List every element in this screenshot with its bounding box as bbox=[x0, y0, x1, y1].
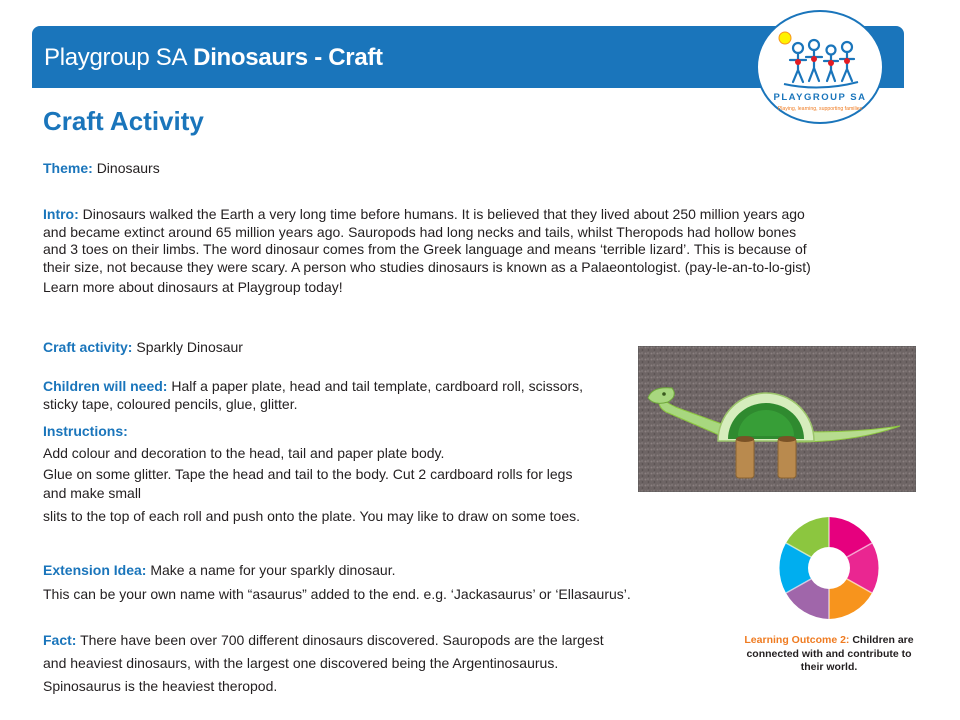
intro-line-2: and became extinct around 65 million years ago. Sauropods had long necks and tails, whilst Theropods had hollow bones bbox=[43, 223, 797, 240]
svg-text:Playing, learning, supporting: Playing, learning, supporting families bbox=[777, 106, 863, 112]
instruction-line-1: Add colour and decoration to the head, tail and paper plate body. bbox=[43, 444, 445, 461]
extension-label: Extension Idea: bbox=[43, 562, 147, 578]
fact-block bbox=[43, 629, 604, 698]
fact-line-1: There have been over 700 different dinosaurs discovered. Sauropods are the largest bbox=[80, 632, 604, 648]
learning-outcome-prefix: Learning Outcome 2: bbox=[744, 634, 850, 646]
fact-line-3: Spinosaurus is the heaviest theropod. bbox=[43, 678, 278, 694]
header-topic: Dinosaurs - Craft bbox=[193, 44, 383, 71]
theme-text: Dinosaurs bbox=[96, 160, 160, 176]
children-need-label: Children will need: bbox=[43, 378, 168, 394]
craft-activity-text: Sparkly Dinosaur bbox=[136, 339, 243, 355]
children-need-line-2: sticky tape, coloured pencils, glue, glitter. bbox=[43, 396, 298, 412]
instruction-line-4: slits to the top of each roll and push onto the plate. You may like to draw on some toes. bbox=[43, 508, 580, 524]
extension-block bbox=[43, 558, 631, 606]
header-brand: Playgroup SA bbox=[44, 44, 188, 71]
learning-outcomes-wheel bbox=[776, 515, 882, 621]
fact-label: Fact: bbox=[43, 632, 77, 648]
theme-label: Theme: bbox=[43, 160, 93, 176]
craft-activity-line bbox=[43, 338, 243, 356]
instructions-label: Instructions: bbox=[43, 423, 128, 439]
playgroup-logo bbox=[754, 8, 886, 126]
intro-label: Intro: bbox=[43, 206, 79, 222]
intro-line-3: and 3 toes on their limbs. The word dinosaur comes from the Greek language and means ‘terrible lizard’. This is because of bbox=[43, 241, 807, 257]
page-title: Craft Activity bbox=[43, 106, 204, 136]
instruction-line-2: Glue on some glitter. Tape the head and tail to the body. Cut 2 cardboard rolls for legs bbox=[43, 466, 573, 482]
fact-line-2: and heaviest dinosaurs, with the largest one discovered being the Argentinosaurus. bbox=[43, 655, 559, 671]
intro-block bbox=[43, 206, 811, 297]
children-need-line-1: Half a paper plate, head and tail template, cardboard roll, scissors, bbox=[171, 378, 584, 394]
extension-line-1: Make a name for your sparkly dinosaur. bbox=[150, 562, 396, 578]
intro-line-1: Intro: Dinosaurs walked the Earth a very long time before humans. It is believed that they lived about 250 million years ago bbox=[43, 206, 805, 222]
instructions-block bbox=[43, 421, 580, 528]
theme-line bbox=[43, 159, 160, 177]
intro-line-4: their size, not because they were scary. A person who studies dinosaurs is known as a Palaeontologist. (pay-le-an-to-lo-gist) bbox=[43, 258, 811, 275]
instruction-line-3: and make small bbox=[43, 485, 142, 501]
header-title bbox=[44, 44, 383, 72]
learning-outcome-text: Children are connected with and contribute to their world. bbox=[746, 634, 914, 673]
learning-outcome-caption bbox=[738, 634, 920, 675]
dinosaur-craft-photo bbox=[638, 346, 916, 492]
svg-text:PLAYGROUP SA: PLAYGROUP SA bbox=[773, 92, 867, 103]
extension-line-2: This can be your own name with “asaurus” added to the end. e.g. ‘Jackasaurus’ or ‘Ellasaurus’. bbox=[43, 586, 631, 602]
intro-line-5: Learn more about dinosaurs at Playgroup today! bbox=[43, 279, 343, 295]
craft-activity-label: Craft activity: bbox=[43, 339, 133, 355]
children-need-block bbox=[43, 377, 583, 413]
